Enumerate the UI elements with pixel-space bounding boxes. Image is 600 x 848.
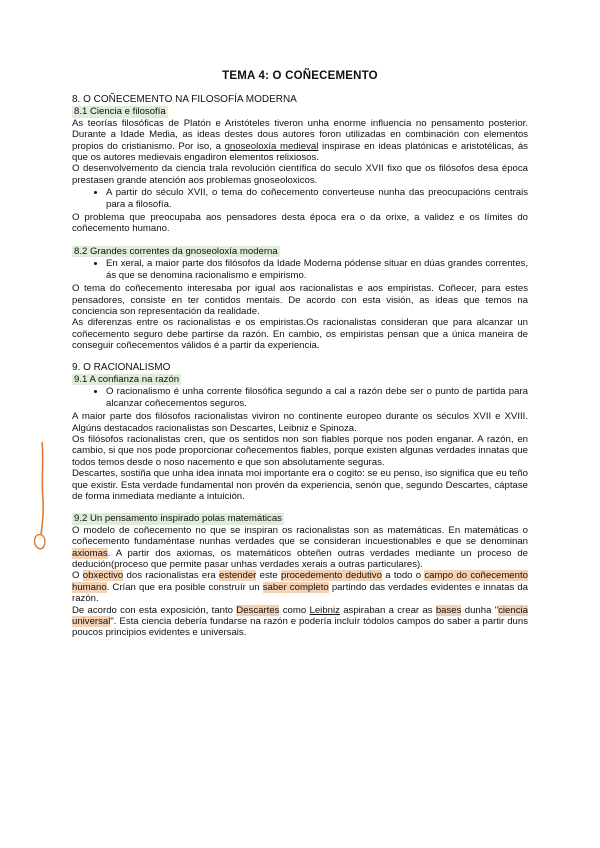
- list-item: • A partir do século XVII, o tema do coñecemento converteuse nunha das preocupacións centrais para a filosofía.: [106, 187, 528, 210]
- paragraph: O modelo de coñecemento no que se inspiran os racionalistas son as matemáticas. En matemáticas o coñecemento fundaméntase nunhas verdades que se consideran incuestionables e que se denominan axiomas. A partir dos axiomas, os matemáticos obteñen outras verdades mediante un proceso de dedución(proceso que permite pasar unhas verdades xerais a outras particulares).: [72, 524, 528, 571]
- highlight: saber completo: [262, 581, 329, 593]
- bullet-list: [72, 187, 528, 210]
- section-heading: 9. O RACIONALISMO: [72, 361, 171, 373]
- pen-annotation-icon: [30, 440, 52, 560]
- section-9: [72, 362, 528, 639]
- subsection-heading: 9.2 Un pensamento inspirado polas matemáticas: [74, 513, 282, 525]
- highlight: estender: [219, 570, 257, 582]
- paragraph: As teorías filosóficas de Platón e Aristóteles tiveron unha enorme influencia no pensamento posterior. Durante a Idade Media, as ideas destes dous autores foron utilizadas en combinación con elementos propios do cristianismo. Por iso, a gnoseoloxía medieval inspirase en ideas platónicas e aristotélicas, ás que os autores medievais engadiron elementos relixiosos.: [72, 117, 528, 164]
- document-page: [72, 70, 528, 639]
- subsection-heading: 8.2 Grandes correntes da gnoseoloxía moderna: [74, 245, 278, 257]
- list-item: • En xeral, a maior parte dos filósofos da Idade Moderna pódense situar en dúas grandes correntes, ás que se denomina racionalismo e empirismo.: [106, 258, 528, 281]
- paragraph: Descartes, sostiña que unha idea innata moi importante era o cogito: se eu penso, iso significa que eu teño que existir. Esta verdade fundamental non provén da experiencia, senón que, segundo Descartes, cáptase de forma inmediata mediante a intuición.: [72, 468, 528, 502]
- paragraph: O obxectivo dos racionalistas era estender este procedemento dedutivo a todo o campo do coñecemento humano. Crían que era posible construír un saber completo partindo das verdades evidentes e innatas da razón.: [72, 570, 529, 605]
- paragraph: De acordo con esta exposición, tanto Descartes como Leibniz aspiraban a crear as bases dunha "ciencia universal". Esta ciencia debería fundarse na razón e podería incluír tódolos campos do saber a partir duns poucos principios evidentes e universais.: [72, 604, 528, 639]
- highlight: ciencia universal: [72, 604, 528, 628]
- paragraph: O problema que preocupaba aos pensadores desta época era o da orixe, a validez e os límites do coñecemento humano.: [72, 212, 528, 235]
- bullet-list: [72, 386, 528, 409]
- section-heading: 8. O COÑECEMENTO NA FILOSOFÍA MODERNA: [72, 94, 297, 105]
- highlight: Descartes: [236, 604, 280, 616]
- paragraph: Os filósofos racionalistas cren, que os sentidos non son fiables porque nos poden enganar. A razón, en cambio, si que nos pode proporcionar coñecementos fiables, porque existen algunas verdades innatas que todos temos desde o noso nacemento e que son absolutamente seguras.: [72, 433, 528, 468]
- highlight: obxectivo: [82, 570, 124, 582]
- paragraph: As diferenzas entre os racionalistas e os empiristas.Os racionalistas consideran que para alcanzar un coñecemento seguro debe partirse da razón. En cambio, os empiristas pensan que a única maneira de conseguir coñecementos válidos é a partir da experiencia.: [72, 317, 528, 352]
- page-title: TEMA 4: O COÑECEMENTO: [222, 70, 378, 82]
- list-item: • O racionalismo é unha corrente filosófica segundo a cal a razón debe ser o punto de partida para alcanzar coñecementos seguros.: [106, 386, 528, 409]
- highlight: bases: [435, 604, 462, 616]
- subsection-heading: 9.1 A confianza na razón: [74, 373, 180, 385]
- highlight: campo do coñecemento humano: [72, 570, 528, 593]
- highlight: axiomas: [72, 547, 108, 559]
- paragraph: A maior parte dos filósofos racionalistas viviron no continente europeo durante os séculos XVII e XVIII. Algúns destacados racionalistas son Descartes, Leibniz e Spinoza.: [72, 411, 528, 434]
- subsection-heading: 8.1 Ciencia e filosofía: [74, 106, 166, 118]
- paragraph: O tema do coñecemento interesaba por igual aos racionalistas e aos empiristas. Coñecer, para estes pensadores, consiste en ter contidos mentais. De acordo con esta visión, as ideas que temos na conciencia son representación da realidade.: [72, 283, 528, 317]
- section-8: [72, 94, 528, 352]
- bullet-list: [72, 258, 528, 281]
- paragraph: O desenvolvemento da ciencia trala revolución científica do seculo XVII fixo que os filósofos desa época prestasen grande atención aos problemas gnoseoloxicos.: [72, 163, 528, 186]
- highlight: procedemento dedutivo: [281, 570, 382, 582]
